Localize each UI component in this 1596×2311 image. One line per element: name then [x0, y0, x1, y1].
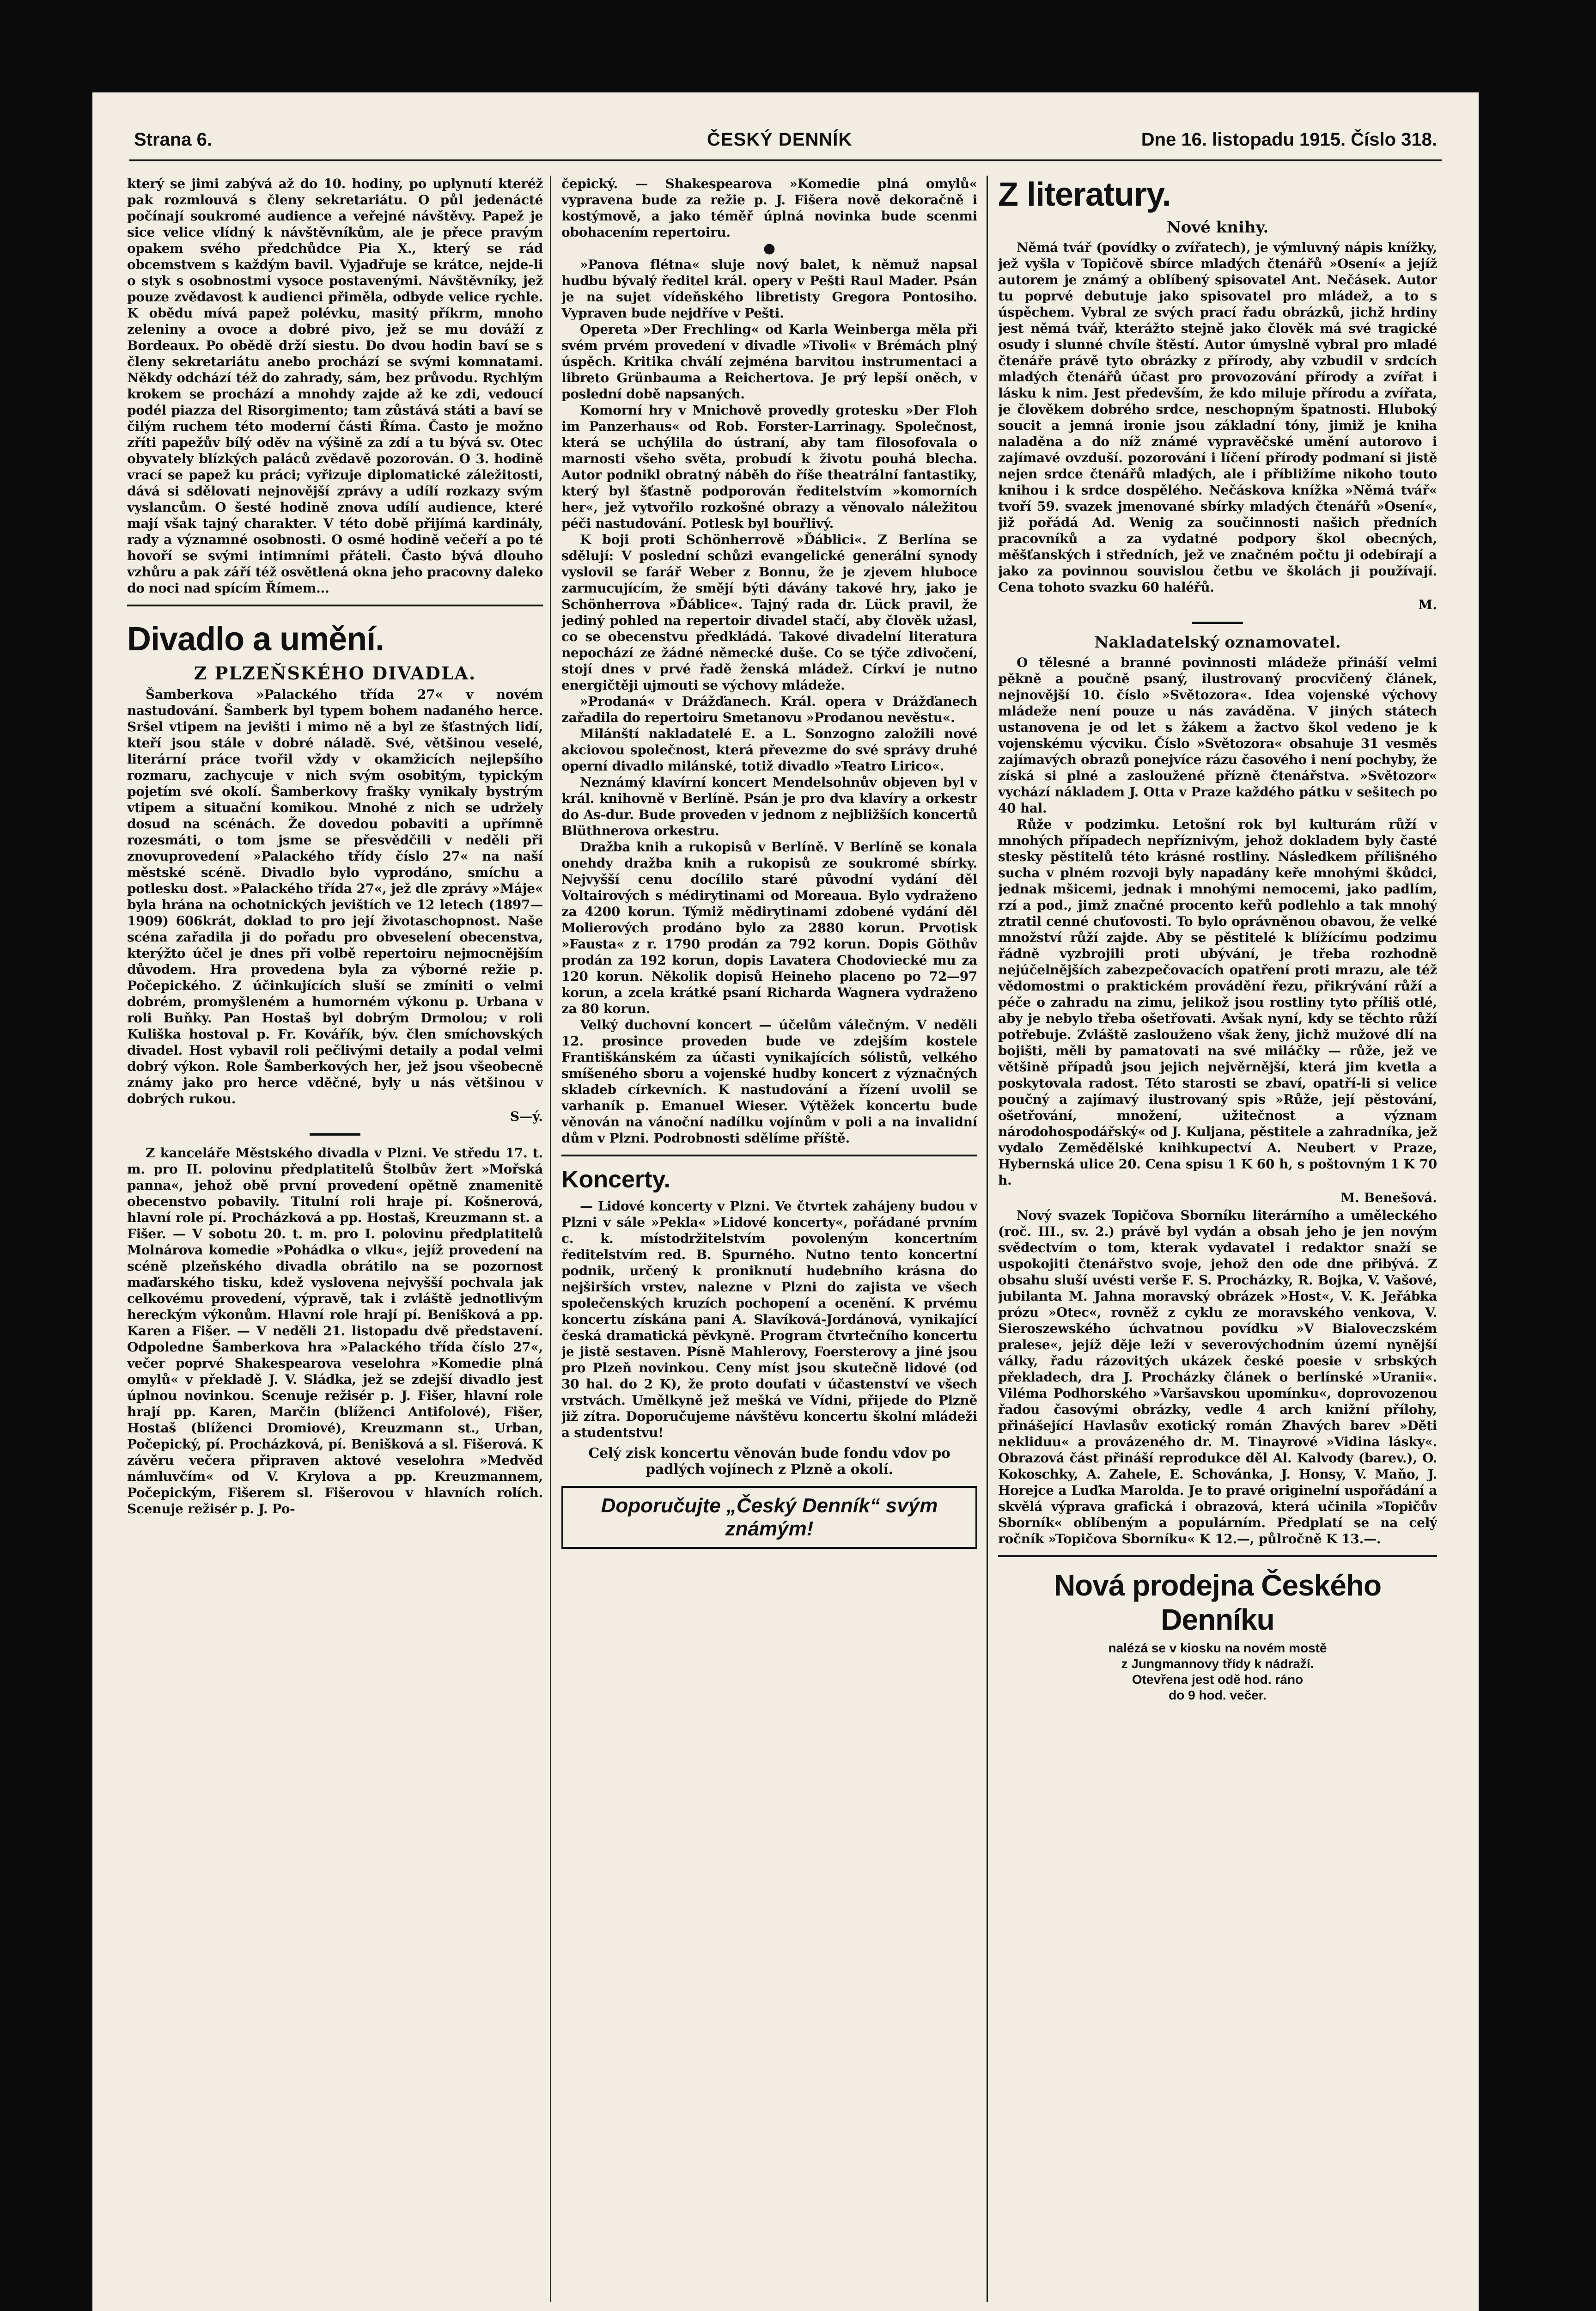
column-3 — [998, 176, 1437, 2302]
separator — [1192, 622, 1243, 624]
section-title-concerts: Koncerty. — [561, 1166, 670, 1193]
article-signature: S—ý. — [510, 1109, 543, 1124]
section-title-literature: Z literatury. — [998, 176, 1171, 213]
article-dresden: »Prodaná« v Drážďanech. Král. opera v Drážďanech zařadila do repertoiru Smetanovu »Prodanou nevěstu«. — [561, 694, 977, 725]
separator — [310, 1133, 360, 1136]
section-title-theatre: Divadlo a umění. — [127, 621, 384, 658]
article-folk-concerts: — Lidové koncerty v Plzni. Ve čtvrtek zahájeny budou v Plzni v sále »Pekla« »Lidové koncerty«, pořádané prvním c. k. místodržitelstvím povoleným koncertním ředitelstvím red. B. Spurného. Nutno tento koncertní podnik, určený k proniknutí hudebního krásna do nejširších vrstev, nalezne v Plzni do zajista ve všech společenských kruzích pochopení a ocenění. K prvému koncertu získána pani A. Slavíková-Jordánová, vynikající česká dramatická pěvkyně. Program čtvrtečního koncertu je jistě sestaven. Písně Mahlerovy, Foersterovy a jiné jsou pro Plzeň novinkou. Ceny míst jsou skutečně lidové (od 30 hal. do 2 K), že proto doufati v účastenství ve všech vrstvách. Umělkyně jež mešká ve Vídni, přijede do Plzně již zítra. Doporučujeme návštěvu koncertu školní mládeži a studentstvu! — [561, 1198, 977, 1440]
article-signature: M. Benešová. — [1340, 1190, 1437, 1205]
article-munich: Komorní hry v Mnichově provedly grotesku »Der Floh im Panzerhaus« od Rob. Forster-Larrinagy. Společnost, která se uchýlila do ústraní, aby tam filosofovala o marnosti všeho světa, probudí k životu pouhá blecha. Autor podnikl obratný náběh do říše theatrální fantastiky, který byl šťastně podporován ředitelstvím »komorních her«, jež vytvořilo rozkošné obrazy a věnovalo náležitou péči nastudování. Potlesk byl bouřlivý. — [561, 403, 977, 531]
article-operetta: Opereta »Der Frechling« od Karla Weinberga měla při svém prvém provedení v divadle »Tivoli« v Brémách plný úspěch. Kritika chválí zejména barvitou instrumentaci a libreto Grünbauma a Reichertova. Je prý lepší oněch, v poslední době napsaných. — [561, 322, 977, 402]
article-concert-proceeds: Celý zisk koncertu věnován bude fondu vdov po padlých vojínech z Plzně a okolí. — [588, 1445, 950, 1478]
column-1 — [127, 176, 543, 2302]
new-shop-ad-title: Nová prodejna Českého Denníku — [1054, 1569, 1382, 1636]
article-mendelssohn: Neznámý klavírní koncert Mendelsohnův objeven byl v král. knihovně v Berlíně. Psán je pro dva klavíry a orkestr do As-dur. Bude proveden v jednom z nejbližších koncertů Blüthnerova orkestru. — [561, 775, 977, 838]
page-number: Strana 6. — [134, 129, 212, 150]
column-2 — [561, 176, 977, 2302]
new-shop-ad-line: nalézá se v kiosku na novém mostě — [1108, 1641, 1327, 1655]
article-panova-fletna: »Panova flétna« sluje nový balet, k němuž napsal hudbu bývalý ředitel král. opery v Pešti Raul Mader. Psán je na sujet vídeňského libretisty Gregora Pontosiho. Vypraven bude nejdříve v Pešti. — [561, 257, 977, 321]
article-svetozor: O tělesné a branné povinnosti mládeže přináší velmi pěkně a poučně psaný, ilustrovaný procvičený článek, nejnovější 10. číslo »Světozora«. Idea vojenské výchovy mládeže není pouze u nás zaváděna. V jiných státech ustanovena je od let s žákem a žactvo škol vedeno je k vojenskému výcviku. Číslo »Světozora« obsahuje 31 vesměs zajímavých obrazů ponejvíce rázu časového i není pochyby, že získá si plné a zasloužené přízně čtenářstva. »Světozor« vychází nákladem J. Otta v Praze každého pátku v sešitech po 40 hal. — [998, 655, 1437, 816]
article-signature: M. — [1418, 597, 1437, 612]
article-topic-almanac: Nový svazek Topičova Sborníku literárního a uměleckého (roč. III., sv. 2.) právě byl vydán a obsah jeho je jen novým svědectvím o tom, kterak vydavatel i redaktor snaží se uspokojiti čtenářstvo svoje, jehož den ode dne přibývá. Z obsahu sluší uvésti verše F. S. Procházky, R. Bojka, V. Vašové, jubilanta M. Jahna moravský obrázek »Host«, V. K. Jeřábka prózu »Otec«, rovněž z cyklu ze moravského venkova, V. Sieroszewského úchvatnou povídku »V Bialoveczském pralese«, jejíž děje leží v severovýchodním území nynější války, řadu rázovitých ukázek české poesie v srbských překladech, dra J. Procházky článek o berlínské »Uranii«. Viléma Podhorského »Varšavskou upomínku«, doprovozenou řadou časovými obrázky, vedle 4 arch knižní přílohy, přinášející Havlasův exotický román Zhavých barev »Děti nekliduu« a provázeného dr. M. Tinayrové »Vidina lásky«. Obrazová část přináší reprodukce děl Al. Kalvody (barev.), O. Kokoschky, A. Zahele, E. Schovánka, J. Honsy, V. Maňo, J. Horejce a Luďka Marolda. Je to pravé originelní uspořádání a skvělá výprava grafická i obrazová, která učinila »Topičův Sborník« oblíbeným a populárním. Předplatí se na celý ročník »Topičova Sborníku« K 12.—, půlročně K 13.—. — [998, 1208, 1437, 1547]
article-sacred-concert: Velký duchovní koncert — účelům válečným. V neděli 12. prosince proveden bude ve zdejším kostele Františkánském za účasti vynikajících sólistů, velkého smíšeného sboru a vojenské hudby koncert z význačných skladeb církevních. K nastudování a řízení uvolil se varhaník p. Emanuel Wieser. Výtěžek koncertu bude věnován na vánoční nadílku vojínům v poli a na invalidní dům v Plzni. Podrobnosti sdělíme příště. — [561, 1017, 977, 1146]
vatican-article-end: který se jimi zabývá až do 10. hodiny, po uplynutí kteréž pak rozmlouvá s členy sekretariátu. O půl jedenácté počínají soukromé audience a veřejné návštěvy. Papež je sice velice vlídný k návštěvníkům, ale je přece pravým opakem svého předchůdce Pia X., který se rád obcemstvem s každým bavil. Vyjadřuje se krátce, nejde-li o styk s osobnostmi vysoce postavenými. Návštěvníky, jež pouze zvědavost k audienci přiměla, odbyde velice rychle. K obědu mívá papež polévku, masitý příkrm, mnoho zeleniny a ovoce a dobré pivo, jež se mu dováží z Bordeaux. Po obědě drží siestu. Do dvou hodin baví se s členy sekretariátu anebo prochází se svými komnatami. Někdy odchází též do zahrady, sám, bez průvodu. Rychlým krokem se prochází a mnohdy zajde až ke zdi, vedoucí podél piazza del Risorgimento; tam zůstává státi a baví se čilým ruchem této moderní části Říma. Často je možno zříti papežův bílý oděv na výšině za zdí a tu bývá sv. Otec obyvately blízkých paláců zvědavě pozorován. O 3. hodině vrací se papež ku práci; vyřizuje diplomatické záležitosti, dává si sdělovati nejnovější zprávy a udílí rozkazy svým vyslancům. O šesté hodině znova udílí audience, které mají však tajný charakter. V této době přijímá kardinály, rady a významné osobnosti. O osmé hodině večeří a po té hovoří se svými intimními přáteli. Často bývá dlouho vzhůru a pak září též osvětlená okna jeho pracovny daleko do noci nad spícím Římem... — [127, 176, 543, 596]
header-rule — [129, 159, 1442, 161]
section-rule — [127, 605, 543, 606]
subhead-pilsen-theatre: Z PLZEŇSKÉHO DIVADLA. — [194, 663, 476, 684]
section-rule — [998, 1555, 1437, 1557]
article-nema-tvar: Němá tvář (povídky o zvířatech), je výmluvný nápis knížky, jež vyšla v Topičově sbírce mladých čtenářů »Osení« a jejíž autorem je známý a oblíbený spisovatel Ant. Nečásek. Autor tu poprvé debutuje jako spisovatel pro mládež, a to s úspěchem. Vybral ze svých prací řadu obrázků, jichž hrdiny jest němá tvář, kterážto stejně jako člověk má své tragické osudy i slunné chvíle štěstí. Autor úmyslně vybral pro mladé čtenáře právě tyto obrázky z přírody, aby vzbudil v srdcích mladých čtenářů účast pro provozování přírody a zvířat i lásku k nim. Jest především, že kdo miluje přírodu a zvířata, je člověkem dobrého srdce, neschopným špatnosti. Hluboký soucit a jemná ironie jsou základní tóny, jimiž je kniha naladěna a do níž známé vypravěčské umění autorovo i zajímavé ovzduší. pozorování i líčení přírody podmaní si jistě nejen srdce čtenářů mladých, ale i příbližíme nikoho touto knihou i k srdce dospělého. Nečáskova knížka »Němá tvář« tvoří 59. svazek jmenované sbírky mladých čtenářů »Osení«, již pořádá Ad. Wenig za součinnosti našich předních pracovníků a za vydatné podpory škol obecných, měšťanských i středních, jež ve značném počtu ji odebírají a jako za povinnou souvislou četbu ve školách ji používají. Cena tohoto svazku 60 haléřů. — [998, 240, 1437, 595]
article-samberk: Šamberkova »Palackého třída 27« v novém nastudování. Šamberk byl typem bohem nadaného herce. Sršel vtipem na jevišti i mimo ně a byl ze šťastných lidí, kteří jsou stále v dobré náladě. Své, většinou veselé, literární práce tvořil vždy v okamžicích nejlepšího rozmaru, zachycuje v nich svým osobitým, typickým pojetím své okolí. Šamberkovy frašky vynikaly bystrým vtipem a situační komikou. Mnohé z nich se udržely dosud na scénách. Že dovedou pobaviti a upřímně rozesmáti, o tom jsme se přesvědčili v neděli při znovuprovedení »Palackého třídy číslo 27« na naší městské scéně. Divadlo bylo vyprodáno, smíchu a potlesku dost. »Palackého třída 27«, jež dle zprávy »Máje« byla hrána na ochotnických jevištích ve 12 letech (1897—1909) 606krát, doklad to pro její životaschopnost. Naše scéna zařadila ji do pořadu pro obveselení obecenstva, kterýžto účel je dnes při volbě repertoiru nejmocnějším důvodem. Hra provedena byla za výborné režie p. Počepického. Z účinkujících sluší se zmíniti o velmi dobrém, promyšleném a humorném výkonu p. Urbana v roli Buňky. Pan Hostaš byl dobrým Drmolou; v roli Kuliška hostoval p. Fr. Kovářík, býv. člen smíchovských divadel. Host vybavil roli pečlivými detaily a podal velmi dobrý výkon. Role Šamberkových her, jež jsou všeobecně známy jako pro herce vděčné, byly u nás většinou v dobrých rukou. — [127, 687, 543, 1107]
article-roses: Růže v podzimku. Letošní rok byl kulturám růží v mnohých případech nepříznivým, jehož dokladem byly časté stesky pěstitelů této krásné rostliny. Následkem přílišného sucha v plném rozvoji byly napadány keře mnohými škůdci, jednak mšicemi, jednak i mnohými nemocemi, jako padlím, rzí a pod., jimž značné procento keřů podlehlo a tak mnohý ztratil cenné chuťovosti. To bylo oprávněnou obavou, že velké množství růží zajde. Aby se pěstitelé k blížícímu podzimu řádně vyzbrojili proti ubývání, je třeba rozhodně nejúčelnějších zabezpečovacích opatření proti mrazu, ale též vědomostmi o praktickém provádění řezu, přikrývání růží a péče o zahradu na zimu, jelikož jsou rostliny tyto příliš otlé, aby je nebylo třeba ošetřovati. Avšak nyní, kdy se těchto růží potřebuje. Zvláště zaslouženo však ženy, jichž mužové dlí na bojišti, měli by pamatovati na své miláčky — růže, jež ve většině případů jsou jejich nejvěrnější, která jim kvetla a poskytovala radost. Této starosti se zbaví, opatří-li si velice poučný a zajímavý ilustrovaný spis »Růže, její pěstování, ošetřování, množení, užitečnost a význam národohospodářský« od J. Kuljana, pěstitele a zahradníka, jež vydalo Zemědělské knihkupectví A. Neubert v Praze, Hybernská ulice 20. Cena spisu 1 K 60 h, s poštovným 1 K 70 h. — [998, 817, 1437, 1188]
bullet-separator: ● — [763, 240, 776, 257]
masthead-title: ČESKÝ DENNÍK — [707, 129, 853, 150]
newspaper-page — [92, 92, 1479, 2311]
recommend-banner: Doporučujte „Český Denník“ svým známým! — [561, 1486, 977, 1549]
new-shop-ad-line: Otevřena jest odě hod. ráno — [1132, 1672, 1304, 1687]
section-rule — [561, 1155, 977, 1156]
article-auction: Dražba knih a rukopisů v Berlíně. V Berlíně se konala onehdy dražba knih a rukopisů ze soukromé sbírky. Nejvyšší cenu docílilo staré původní vydání děl Voltairových s médirytinami od Moreaua. Bylo vydraženo za 4200 korun. Týmiž mědirytinami zdobené vydání děl Molierových prodáno bylo za 2880 korun. Prvotisk »Fausta« z r. 1790 prodán za 792 korun. Dopis Göthův prodán za 192 korun, dopis Lavatera Chodoviecké mu za 120 korun. Několik dopisů Heineho placeno po 72—97 korun, a zcela krátké psaní Richarda Wagnera vydraženo za 80 korun. — [561, 839, 977, 1016]
column-divider — [987, 176, 988, 2302]
subhead-new-books: Nové knihy. — [1166, 218, 1269, 237]
article-schonherr: K boji proti Schönherrově »Ďáblici«. Z Berlína se sdělují: V poslední schůzi evangelické generální synody vyslovil se farář Weber z Bonnu, že je zjevem hluboce zarmucujícím, že smějí býti dávány takové hry, jako je Schönherrova »Ďáblice«. Tajný rada dr. Lück pravil, že jediný pohled na repertoir divadel stačí, aby člověk užasl, co se obecenstvu předkládá. Takové divadelní literatura nepochází ze žádné německé duše. Co se týče zdivočení, stojí dnes v prvé řadě ženská mládež. Církví je nutno energičtěji ujmouti se výchovy mládeže. — [561, 532, 977, 693]
article-shakespeare: čepický. — Shakespearova »Komedie plná omylů« vypravena bude za režie p. J. Fišera nově dekoračně i kostýmově, a jako téměř úplná novinka bude scenmi obohacením repertoiru. — [561, 176, 977, 240]
issue-date: Dne 16. listopadu 1915. Číslo 318. — [1141, 129, 1437, 150]
new-shop-ad-line: z Jungmannovy třídy k nádraží. — [1121, 1657, 1314, 1671]
article-theatre-office: Z kanceláře Městského divadla v Plzni. Ve středu 17. t. m. pro II. polovinu předplatitelů Štolbův žert »Mořská panna«, jehož obě první provedení opětně znamenitě obecenstvo pobavily. Titulní roli hraje pí. Košnerová, hlavní role pí. Procházková a pp. Hostaš, Kreuzmann st. a Fišer. — V sobotu 20. t. m. pro I. polovinu předplatitelů Molnárova komedie »Pohádka o vlku«, jejíž provedení na scéně plzeňského divadla obrátilo na se pozornost maďarského tisku, kdež vyslovena nejvyšší pochvala jak celkovému provedení, výpravě, tak i zvláště jednotlivým hereckým výkonům. Hlavní role hrají pí. Benišková a pp. Karen a Fišer. — V neděli 21. listopadu dvě představení. Odpoledne Šamberkova hra »Palackého třída číslo 27«, večer poprvé Shakespearova veselohra »Komedie plná omylů« v překladě J. V. Sládka, jež se zdejší divadlo jest úplnou novinkou. Scenuje režisér p. J. Fišer, hlavní role hrají pp. Karen, Marčin (blíženci Antifolové), Fišer, Hostaš (blíženci Dromiové), Kreuzmann st., Urban, Počepický, pí. Procházková, pí. Benišková a sl. Fišerová. K závěru večera připraven aktové veselohra »Medvěd námluvčím« od V. Krylova a pp. Kreuzmannem, Počepickým, Fišerem sl. Fišerovou v hlavních rolích. Scenuje režisér p. J. Po- — [127, 1145, 543, 1516]
column-divider — [550, 176, 551, 2302]
subhead-publisher: Nakladatelský oznamovatel. — [1094, 633, 1341, 652]
new-shop-ad-line: do 9 hod. večer. — [1169, 1688, 1267, 1702]
article-sonzogno: Milánští nakladatelé E. a L. Sonzogno založili nové akciovou společnost, která převezme do své správy druhé operní divadlo milánské, totiž divadlo »Teatro Lirico«. — [561, 726, 977, 774]
